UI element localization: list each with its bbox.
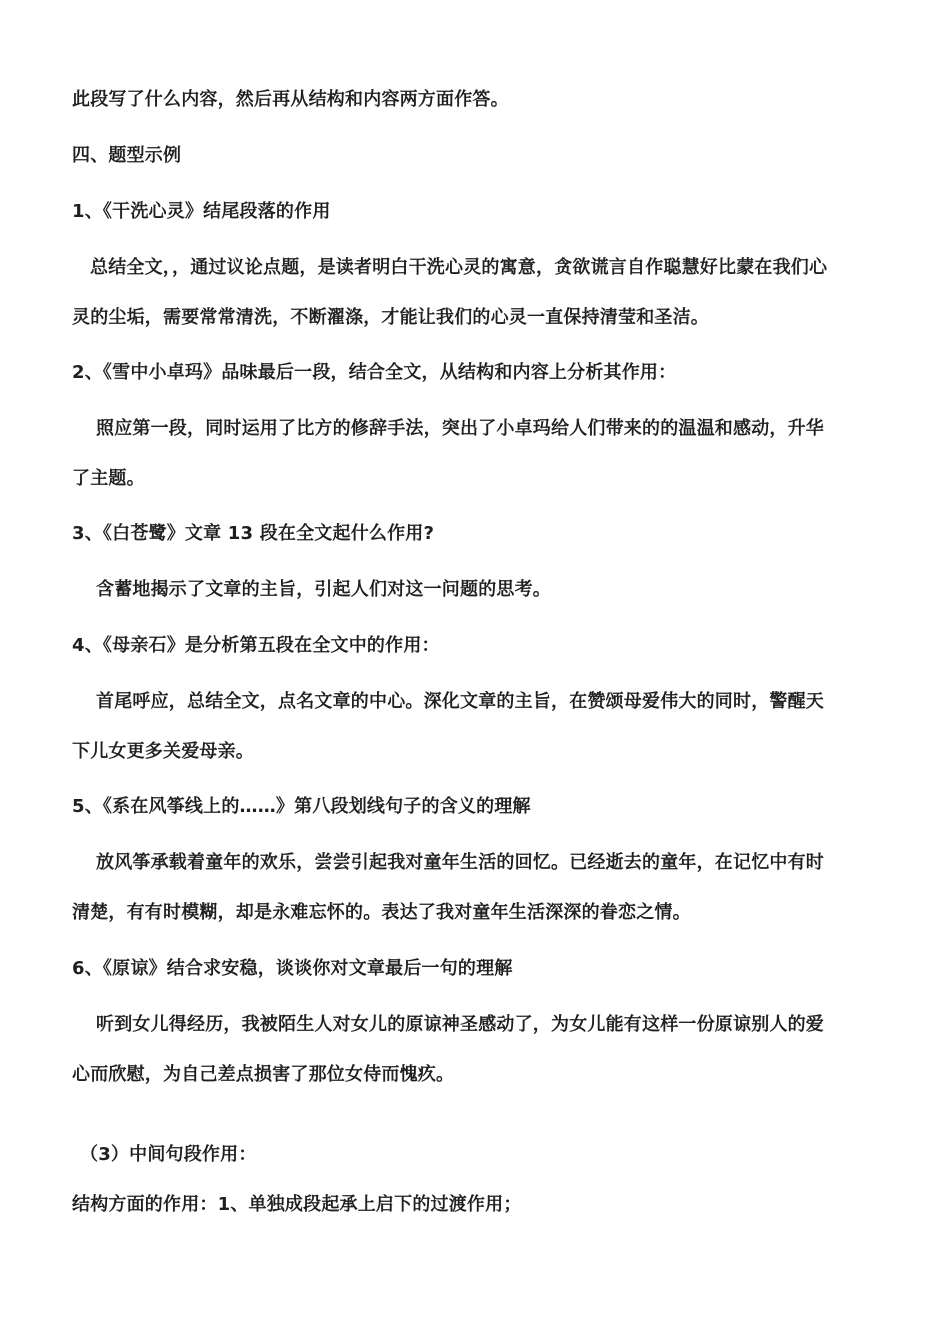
structure-role-line: 结构方面的作用：1、单独成段起承上启下的过渡作用； [72,1194,522,1215]
answer-line: 首尾呼应，总结全文，点名文章的中心。深化文章的主旨，在赞颂母爱伟大的同时，警醒天 [96,691,824,712]
paragraph-line: 此段写了什么内容，然后再从结构和内容两方面作答。 [72,89,509,110]
answer-line: 照应第一段，同时运用了比方的修辞手法，突出了小卓玛给人们带来的的温温和感动，升华 [96,418,824,439]
answer-line: 听到女儿得经历，我被陌生人对女儿的原谅神圣感动了，为女儿能有这样一份原谅别人的爱 [96,1014,824,1035]
answer-line: 放风筝承载着童年的欢乐，尝尝引起我对童年生活的回忆。已经逝去的童年，在记忆中有时 [96,852,824,873]
example-heading-6: 6、《原谅》结合求安稳，谈谈你对文章最后一句的理解 [72,958,513,979]
answer-line: 了主题。 [72,468,145,489]
answer-line: 心而欣慰，为自己差点损害了那位女侍而愧疚。 [72,1064,455,1085]
section-heading: 四、题型示例 [72,145,182,166]
answer-line: 清楚，有有时模糊，却是永难忘怀的。表达了我对童年生活深深的眷恋之情。 [72,902,691,923]
example-heading-4: 4、《母亲石》是分析第五段在全文中的作用： [72,635,440,656]
example-heading-3: 3、《白苍鹭》文章 13 段在全文起什么作用? [72,523,435,544]
example-heading-2: 2、《雪中小卓玛》品味最后一段，结合全文，从结构和内容上分析其作用： [72,362,677,383]
answer-line: 总结全文，，通过议论点题，是读者明白干洗心灵的寓意，贪欲谎言自作聪慧好比蒙在我们心 [90,257,828,278]
subsection-heading: （3）中间句段作用： [80,1144,257,1165]
answer-line: 灵的尘垢，需要常常清洗，不断濯涤，才能让我们的心灵一直保持清莹和圣洁。 [72,307,709,328]
answer-line: 下儿女更多关爱母亲。 [72,741,254,762]
answer-line: 含蓄地揭示了文章的主旨，引起人们对这一问题的思考。 [96,579,551,600]
example-heading-5: 5、《系在风筝线上的……》第八段划线句子的含义的理解 [72,796,531,817]
example-heading-1: 1、《干洗心灵》结尾段落的作用 [72,201,331,222]
